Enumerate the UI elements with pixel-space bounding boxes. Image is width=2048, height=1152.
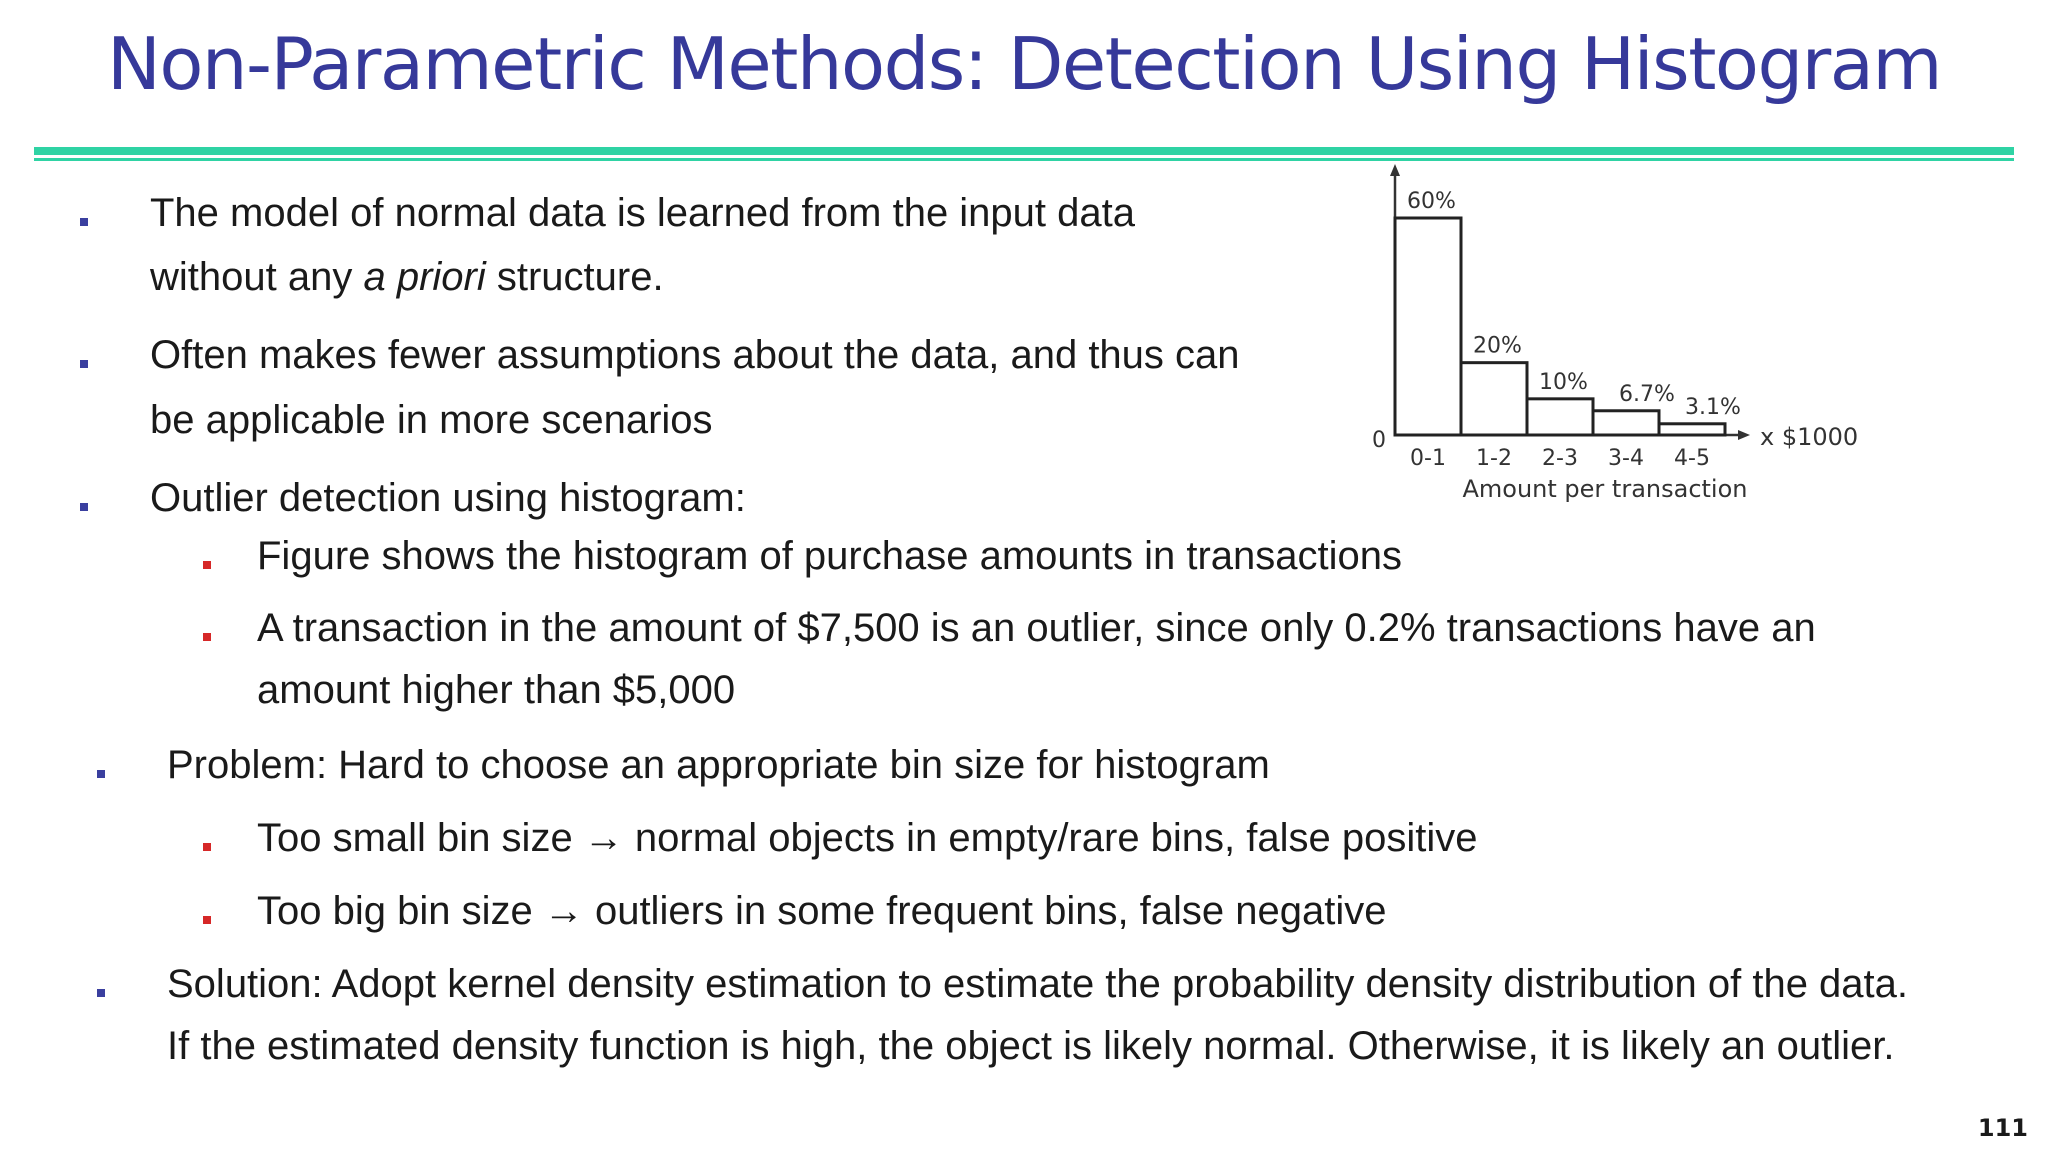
title-divider-thick <box>34 147 2014 155</box>
x-tick-label: 1-2 <box>1476 446 1512 471</box>
x-tick-label: 2-3 <box>1542 446 1578 471</box>
y-axis-arrow <box>1390 164 1400 176</box>
histogram-bar <box>1593 411 1659 435</box>
histogram-chart <box>1340 160 1880 520</box>
histogram-bar <box>1659 424 1725 435</box>
bar-value-label: 20% <box>1473 333 1522 359</box>
sub-bullet-text-continued: amount higher than $5,000 <box>257 668 736 712</box>
bullet-text-continued <box>150 253 664 301</box>
sub-bullet-marker <box>203 916 211 924</box>
bullet-marker <box>80 360 88 368</box>
histogram-bar <box>1461 363 1527 435</box>
x-tick-label: 0-1 <box>1410 446 1446 471</box>
bar-value-label: 10% <box>1539 369 1588 395</box>
bullet-marker <box>97 770 105 778</box>
bullet-marker <box>80 503 88 511</box>
bullet-marker <box>97 989 105 997</box>
bar-value-label: 6.7% <box>1619 381 1675 407</box>
histogram-bar <box>1395 218 1461 435</box>
emphasis-text: a priori <box>363 255 486 299</box>
x-axis-arrow <box>1738 430 1750 440</box>
bar-value-label: 3.1% <box>1685 394 1741 420</box>
x-axis-label: Amount per transaction <box>1462 475 1748 503</box>
y-origin-label: 0 <box>1372 428 1386 453</box>
sub-bullet-text: A transaction in the amount of $7,500 is an outlier, since only 0.2% transactions have an <box>257 606 1816 650</box>
bullet-text: Solution: Adopt kernel density estimation to estimate the probability density distribution of the data. <box>167 962 1909 1006</box>
text-run: without any <box>150 255 364 299</box>
bullet-marker <box>80 218 88 226</box>
sub-bullet-marker <box>203 561 211 569</box>
bullet-text: Problem: Hard to choose an appropriate bin size for histogram <box>167 743 1270 787</box>
text-run: structure. <box>485 255 664 299</box>
bullet-text: The model of normal data is learned from the input data <box>150 191 1135 235</box>
bullet-text-continued: be applicable in more scenarios <box>150 398 713 442</box>
x-tick-label: 3-4 <box>1608 446 1644 471</box>
histogram-bar <box>1527 399 1593 435</box>
bullet-text-continued: If the estimated density function is high, the object is likely normal. Otherwise, it is likely an outlier. <box>167 1024 1895 1068</box>
sub-bullet-marker <box>203 843 211 851</box>
sub-bullet-text: Figure shows the histogram of purchase amounts in transactions <box>257 534 1403 578</box>
page-number: 111 <box>1977 1114 2028 1142</box>
sub-bullet-text: Too small bin size → normal objects in empty/rare bins, false positive <box>257 816 1478 860</box>
x-unit-label: x $1000 <box>1760 423 1859 451</box>
bar-value-label: 60% <box>1407 189 1456 214</box>
slide-title: Non-Parametric Methods: Detection Using Histogram <box>106 22 1942 106</box>
sub-bullet-marker <box>203 633 211 641</box>
bullet-text: Outlier detection using histogram: <box>150 476 746 520</box>
sub-bullet-text: Too big bin size → outliers in some frequent bins, false negative <box>257 889 1387 933</box>
bullet-text: Often makes fewer assumptions about the data, and thus can <box>150 333 1240 377</box>
x-tick-label: 4-5 <box>1674 446 1710 471</box>
